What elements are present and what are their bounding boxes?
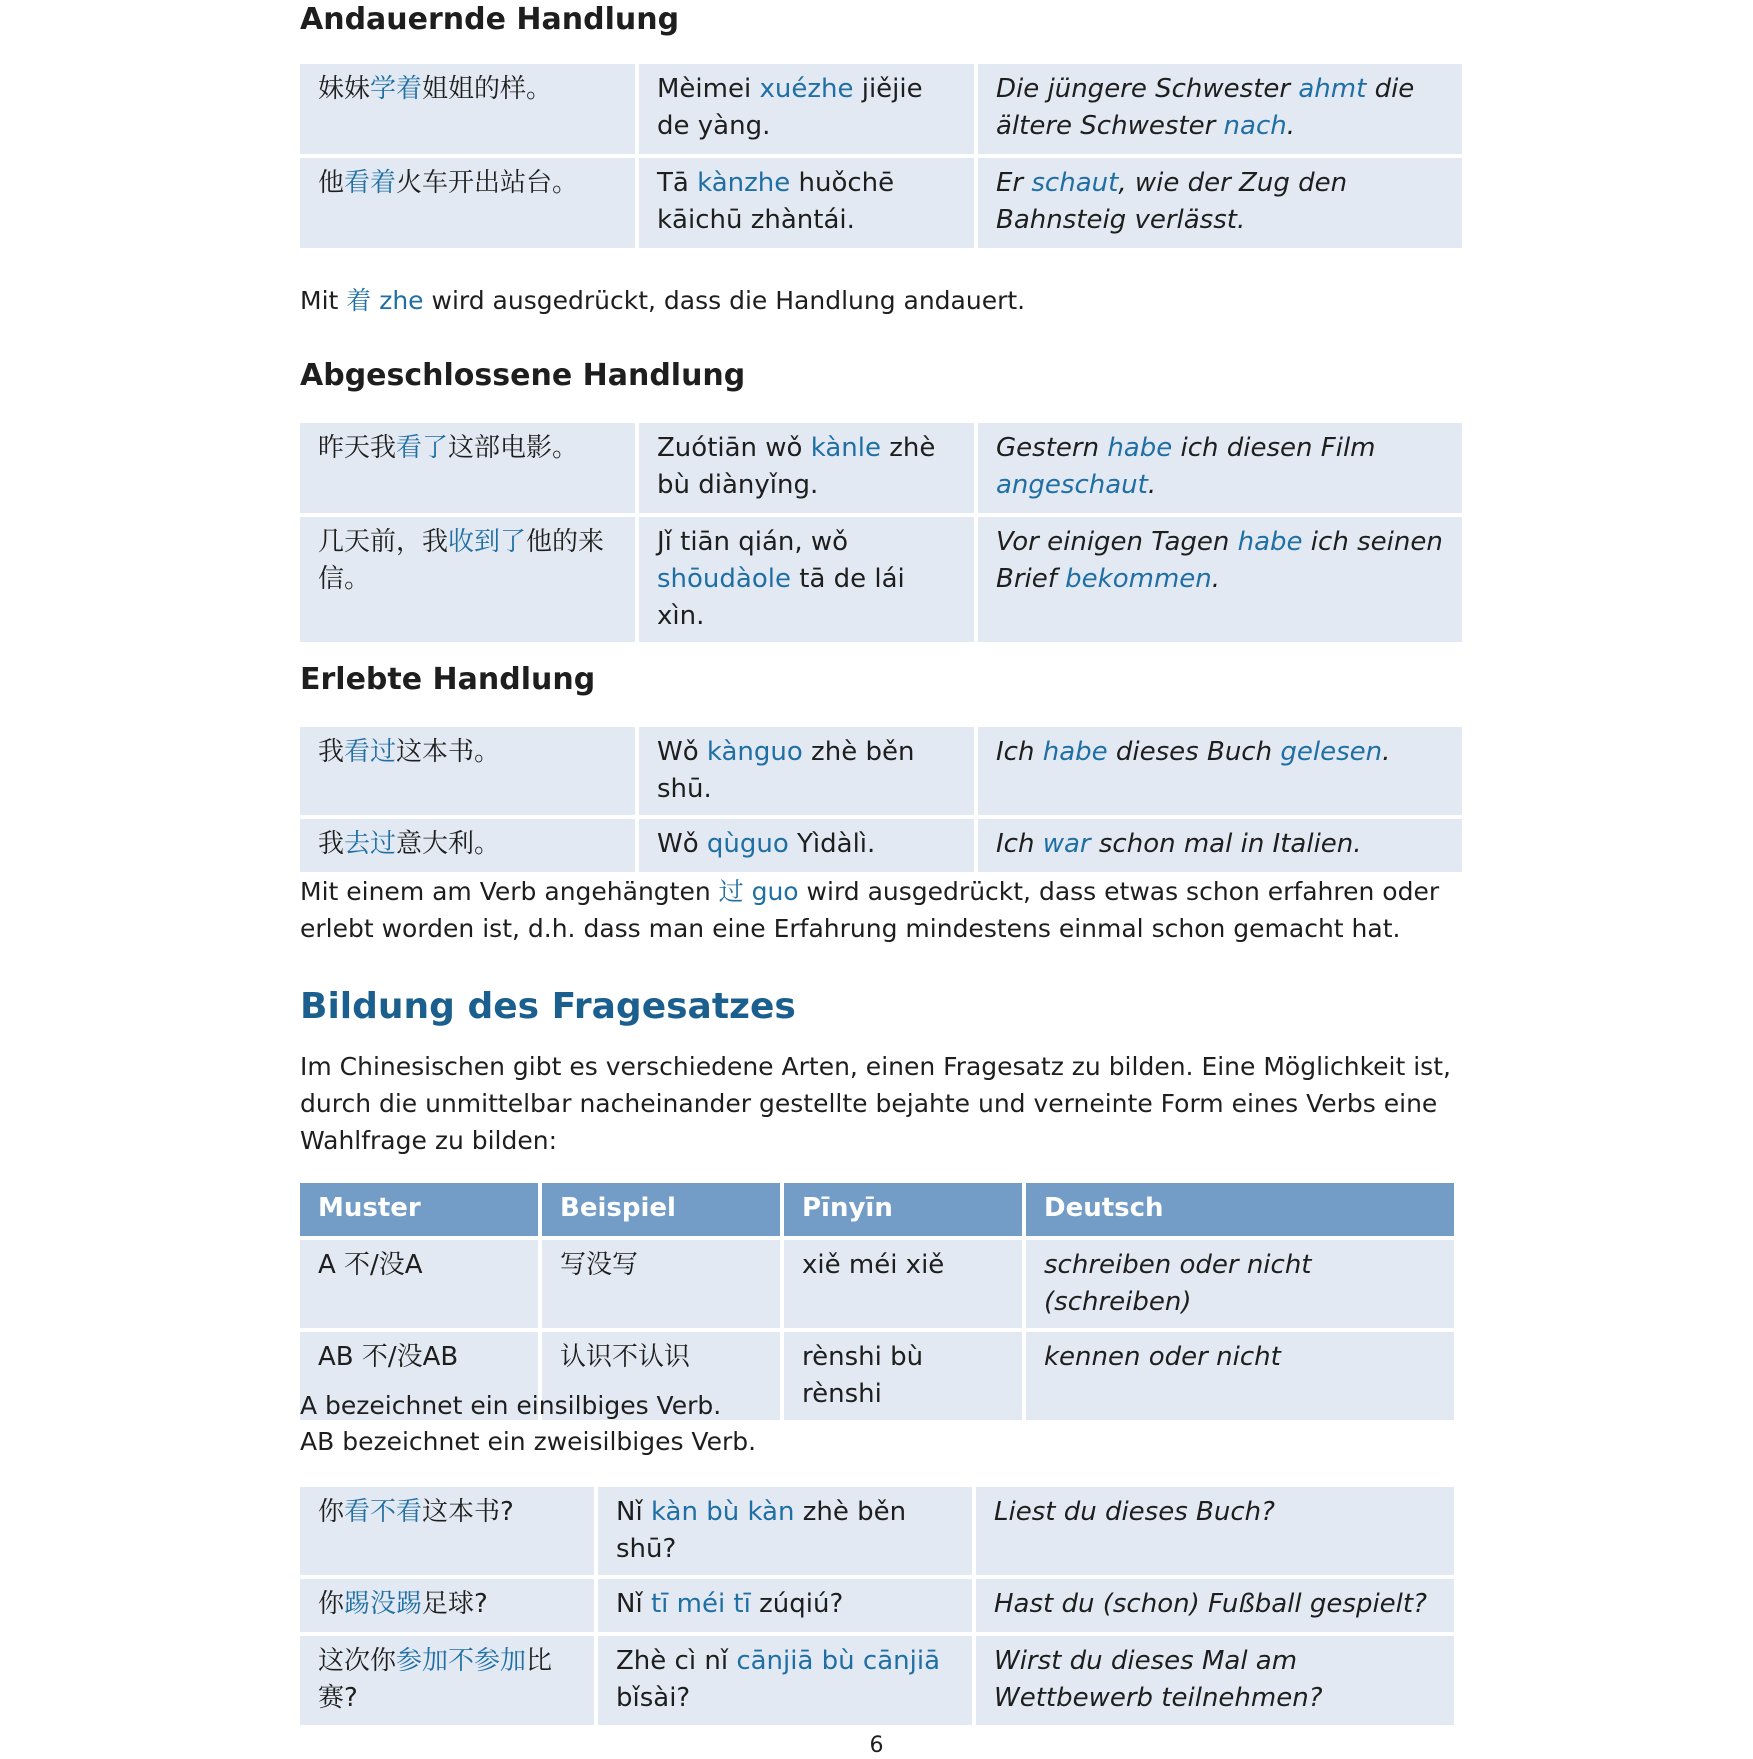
highlighted-text: 着 zhe (346, 286, 424, 315)
text-segment: 足球? (422, 1589, 488, 1619)
cell-muster: A 不/没A (300, 1240, 538, 1328)
cell-german (976, 1487, 1454, 1575)
text-segment: 我 (318, 737, 345, 767)
cell-german (978, 517, 1462, 642)
text-segment: die ältere Schwester (996, 74, 1415, 141)
text-segment: wird ausgedrückt, dass etwas schon erfahren oder erlebt worden ist, d.h. dass man eine Erfahrung mindestens einmal schon gemacht hat. (300, 877, 1440, 943)
cell-pinyin (639, 819, 974, 872)
cell-german (978, 64, 1462, 154)
text-segment: . (1286, 111, 1295, 141)
table-muster (300, 1183, 1462, 1420)
highlighted-text: cānjiā bù cānjiā (736, 1646, 940, 1676)
cell-beispiel: 认识不认识 (542, 1332, 780, 1420)
text-segment: Yìdàlì. (788, 829, 876, 859)
cell-pinyin (598, 1636, 972, 1725)
cell-chinese (300, 158, 635, 248)
highlighted-text: kànguo (706, 737, 803, 767)
text-segment: Tā (657, 168, 698, 198)
cell-chinese (300, 727, 635, 815)
highlighted-text: 看了 (396, 433, 449, 463)
highlighted-text: ahmt (1298, 74, 1367, 104)
header-muster: Muster (300, 1183, 538, 1236)
text-segment: . (1147, 470, 1157, 500)
text-segment: Liest du dieses Buch? (994, 1497, 1275, 1527)
text-segment: 比赛? (318, 1646, 553, 1713)
text-segment: Mit (300, 286, 347, 315)
text-segment: Die jüngere Schwester (996, 74, 1299, 104)
highlighted-text: 收到了 (448, 527, 527, 557)
highlighted-text: angeschaut (996, 470, 1148, 500)
intro-fragesatz: Im Chinesischen gibt es verschiedene Arten, einen Fragesatz zu bilden. Eine Möglichkeit ist, durch die unmittelbar nacheinander gestellte bejahte und verneinte Form eines Verbs eine Wahlfrage zu bilden: (300, 1052, 1451, 1155)
cell-chinese (300, 1487, 594, 1575)
cell-german (978, 423, 1462, 513)
text-segment: Ich (996, 829, 1043, 859)
cell-german (978, 819, 1462, 872)
cell-muster: AB 不/没AB (300, 1332, 538, 1420)
header-beispiel: Beispiel (542, 1183, 780, 1236)
highlighted-text: 学着 (370, 74, 423, 104)
cell-german (976, 1579, 1454, 1632)
cell-pinyin (639, 64, 974, 154)
highlighted-text: xuézhe (759, 74, 854, 104)
cell-pinyin: xiě méi xiě (784, 1240, 1022, 1328)
text-segment: , wie der Zug den Bahnsteig verlässt. (996, 168, 1348, 235)
text-segment: 姐姐的样。 (422, 74, 553, 104)
heading-andauernde-handlung: Andauernde Handlung (300, 2, 680, 37)
cell-deutsch: schreiben oder nicht (schreiben) (1026, 1240, 1454, 1328)
text-segment: . (1382, 737, 1391, 767)
highlighted-text: kànle (810, 433, 881, 463)
cell-chinese (300, 423, 635, 513)
text-segment: jiějie de yàng. (657, 74, 923, 141)
text-segment: Mèimei (657, 74, 760, 104)
text-segment: . (1211, 564, 1221, 594)
text-segment: Ich (996, 737, 1043, 767)
highlighted-text: kànzhe (697, 168, 791, 198)
text-segment: 我 (318, 829, 345, 859)
text-segment: 几天前，我 (318, 527, 449, 557)
text-segment: ich seinen Brief (996, 527, 1443, 594)
highlighted-text: 看不看 (344, 1497, 423, 1527)
text-segment: zhè běn shū? (616, 1497, 907, 1564)
text-segment: dieses Buch (1107, 737, 1281, 767)
explain-ab: AB bezeichnet ein zweisilbiges Verb. (300, 1427, 757, 1456)
text-segment: bǐsài? (616, 1683, 691, 1713)
text-segment: 他的来信。 (318, 527, 605, 594)
highlighted-text: habe (1107, 433, 1173, 463)
table-erlebte-handlung (300, 727, 1462, 872)
text-segment: 这本书。 (396, 737, 501, 767)
table-andauernde-handlung (300, 64, 1462, 248)
text-segment: Vor einigen Tagen (996, 527, 1238, 557)
highlighted-text: 过 guo (718, 877, 799, 906)
cell-pinyin (639, 727, 974, 815)
text-segment: Wirst du dieses Mal am Wettbewerb teilnehmen? (994, 1646, 1323, 1713)
text-segment: 这次你 (318, 1646, 397, 1676)
text-segment: Wǒ (657, 829, 707, 859)
cell-beispiel: 写没写 (542, 1240, 780, 1328)
note-guo (300, 873, 1462, 947)
note-zhe (300, 282, 1462, 319)
highlighted-text: gelesen (1280, 737, 1383, 767)
cell-chinese (300, 64, 635, 154)
text-segment: zúqiú? (750, 1589, 844, 1619)
highlighted-text: shōudàole (657, 564, 791, 594)
highlighted-text: habe (1237, 527, 1303, 557)
header-pinyin: Pīnyīn (784, 1183, 1022, 1236)
text-segment: ich diesen Film (1172, 433, 1376, 463)
cell-pinyin: rènshi bù rènshi (784, 1332, 1022, 1420)
text-segment: Nǐ (616, 1497, 651, 1527)
cell-chinese (300, 1579, 594, 1632)
text-segment: Wǒ (657, 737, 707, 767)
text-segment: Mit einem am Verb angehängten (300, 877, 719, 906)
highlighted-text: 去过 (344, 829, 397, 859)
text-segment: 这部电影。 (448, 433, 579, 463)
cell-german (978, 727, 1462, 815)
heading-bildung-des-fragesatzes: Bildung des Fragesatzes (300, 986, 796, 1027)
cell-chinese (300, 517, 635, 642)
cell-deutsch: kennen oder nicht (1026, 1332, 1454, 1420)
text-segment: 意大利。 (396, 829, 501, 859)
highlighted-text: bekommen (1065, 564, 1212, 594)
text-segment: 这本书? (422, 1497, 514, 1527)
cell-german (976, 1636, 1454, 1725)
text-segment: huǒchē kāichū zhàntái. (657, 168, 895, 235)
text-segment: 妹妹 (318, 74, 371, 104)
table-abgeschlossene-handlung (300, 423, 1462, 642)
cell-pinyin (639, 423, 974, 513)
text-segment: 火车开出站台。 (396, 168, 579, 198)
cell-chinese (300, 819, 635, 872)
highlighted-text: tī méi tī (650, 1589, 751, 1619)
text-segment: tā de lái xìn. (657, 564, 905, 631)
highlighted-text: habe (1042, 737, 1108, 767)
heading-abgeschlossene-handlung: Abgeschlossene Handlung (300, 358, 746, 393)
cell-pinyin (598, 1487, 972, 1575)
explain-a: A bezeichnet ein einsilbiges Verb. (300, 1391, 722, 1420)
text-segment: Hast du (schon) Fußball gespielt? (994, 1589, 1427, 1619)
highlighted-text: 踢没踢 (344, 1589, 423, 1619)
highlighted-text: schaut (1031, 168, 1119, 198)
highlighted-text: nach (1223, 111, 1287, 141)
text-segment: wird ausgedrückt, dass die Handlung andauert. (423, 286, 1026, 315)
highlighted-text: 看着 (344, 168, 397, 198)
text-segment: zhè běn shū. (657, 737, 915, 804)
cell-german (978, 158, 1462, 248)
cell-chinese (300, 1636, 594, 1725)
highlighted-text: 参加不参加 (396, 1646, 527, 1676)
table-fragesatz-beispiele (300, 1487, 1462, 1725)
text-segment: 他 (318, 168, 345, 198)
text-segment: Nǐ (616, 1589, 651, 1619)
text-segment: 你 (318, 1497, 345, 1527)
text-segment: Jǐ tiān qián, wǒ (657, 527, 849, 557)
page-number: 6 (869, 1733, 884, 1758)
text-segment: 你 (318, 1589, 345, 1619)
text-segment: schon mal in Italien. (1090, 829, 1362, 859)
cell-pinyin (598, 1579, 972, 1632)
text-segment: Zhè cì nǐ (616, 1646, 737, 1676)
cell-pinyin (639, 517, 974, 642)
cell-pinyin (639, 158, 974, 248)
heading-erlebte-handlung: Erlebte Handlung (300, 662, 596, 697)
text-segment: Gestern (996, 433, 1108, 463)
header-deutsch: Deutsch (1026, 1183, 1454, 1236)
text-segment: Er (996, 168, 1032, 198)
text-segment: Zuótiān wǒ (657, 433, 811, 463)
text-segment: zhè bù diànyǐng. (657, 433, 936, 500)
highlighted-text: 看过 (344, 737, 397, 767)
highlighted-text: qùguo (706, 829, 789, 859)
text-segment: 昨天我 (318, 433, 397, 463)
highlighted-text: war (1042, 829, 1091, 859)
highlighted-text: kàn bù kàn (650, 1497, 795, 1527)
